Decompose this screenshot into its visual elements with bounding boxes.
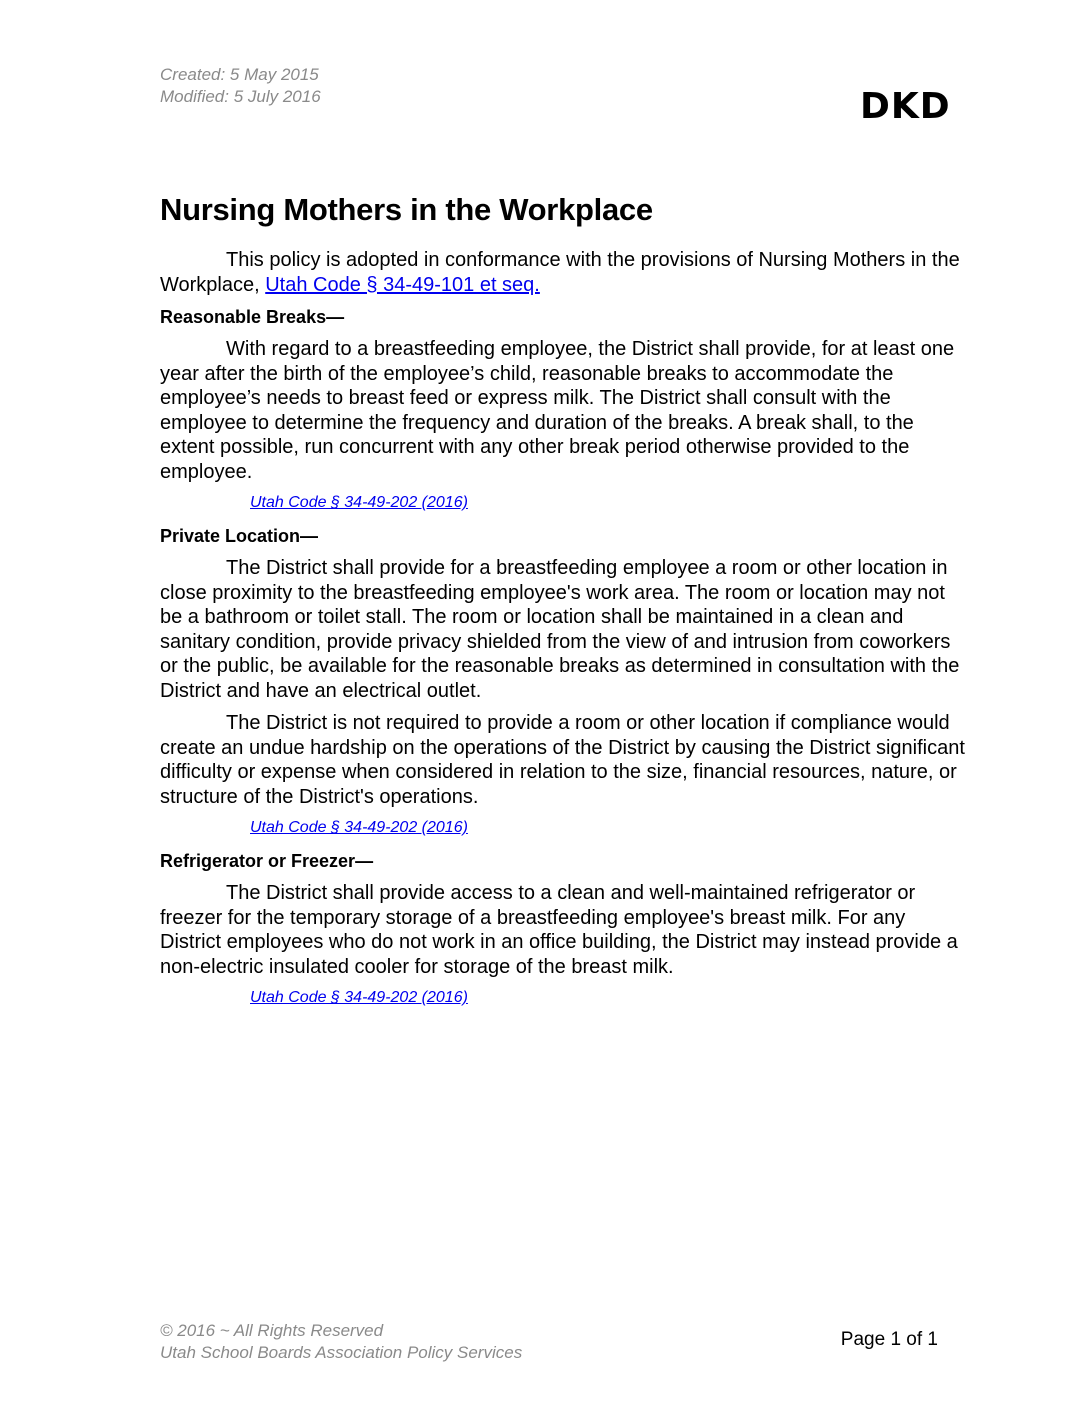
modified-date: Modified: 5 July 2016 [160, 87, 321, 106]
page-number: Page 1 of 1 [840, 1329, 938, 1350]
intro-text: This policy is adopted in conformance with the provisions of Nursing Mothers in the Workplace, [160, 249, 960, 296]
citation-link[interactable]: Utah Code § 34-49-202 (2016) [250, 989, 468, 1006]
section-heading-reasonable-breaks: Reasonable Breaks— [160, 307, 345, 327]
intro-paragraph [160, 248, 970, 297]
created-date: Created: 5 May 2015 [160, 65, 319, 84]
document-meta [160, 64, 321, 108]
section-heading-private-location: Private Location— [160, 526, 319, 546]
citation-link[interactable]: Utah Code § 34-49-202 (2016) [250, 494, 468, 511]
policy-code: DKD [860, 86, 951, 127]
section-heading-refrigerator: Refrigerator or Freezer— [160, 851, 374, 871]
copyright-notice: © 2016 ~ All Rights Reserved [160, 1321, 384, 1340]
section-paragraph: The District is not required to provide a room or other location if compliance would create an undue hardship on the operations of the District by causing the District significant difficulty or expense when considered in relation to the size, financial resources, nature, or structure of the District's operations. [160, 712, 965, 808]
footer-credits [160, 1320, 522, 1364]
section-paragraph: The District shall provide for a breastfeeding employee a room or other location in close proximity to the breastfeeding employee's work area. The room or location may not be a bathroom or toilet stall. The room or location shall be maintained in a clean and sanitary condition, provide privacy shielded from the view of and intrusion from coworkers or the public, be available for the reasonable breaks as determined in consultation with the District and have an electrical outlet. [160, 557, 960, 702]
section-paragraph: The District shall provide access to a clean and well-maintained refrigerator or freezer for the temporary storage of a breastfeeding employee's breast milk. For any District employees who do not work in an office building, the District may instead provide a non-electric insulated cooler for storage of the breast milk. [160, 882, 958, 978]
publisher-name: Utah School Boards Association Policy Services [160, 1343, 523, 1362]
intro-statute-link[interactable]: Utah Code § 34-49-101 et seq. [265, 273, 540, 296]
document-body [160, 190, 970, 1019]
citation-link[interactable]: Utah Code § 34-49-202 (2016) [250, 819, 468, 836]
page-title: Nursing Mothers in the Workplace [160, 192, 653, 227]
section-paragraph: With regard to a breastfeeding employee, the District shall provide, for at least one year after the birth of the employee’s child, reasonable breaks to accommodate the employee’s needs to breast feed or express milk. The District shall consult with the employee to determine the frequency and duration of the breaks. A break shall, to the extent possible, run concurrent with any other break period otherwise provided to the employee. [160, 338, 955, 483]
